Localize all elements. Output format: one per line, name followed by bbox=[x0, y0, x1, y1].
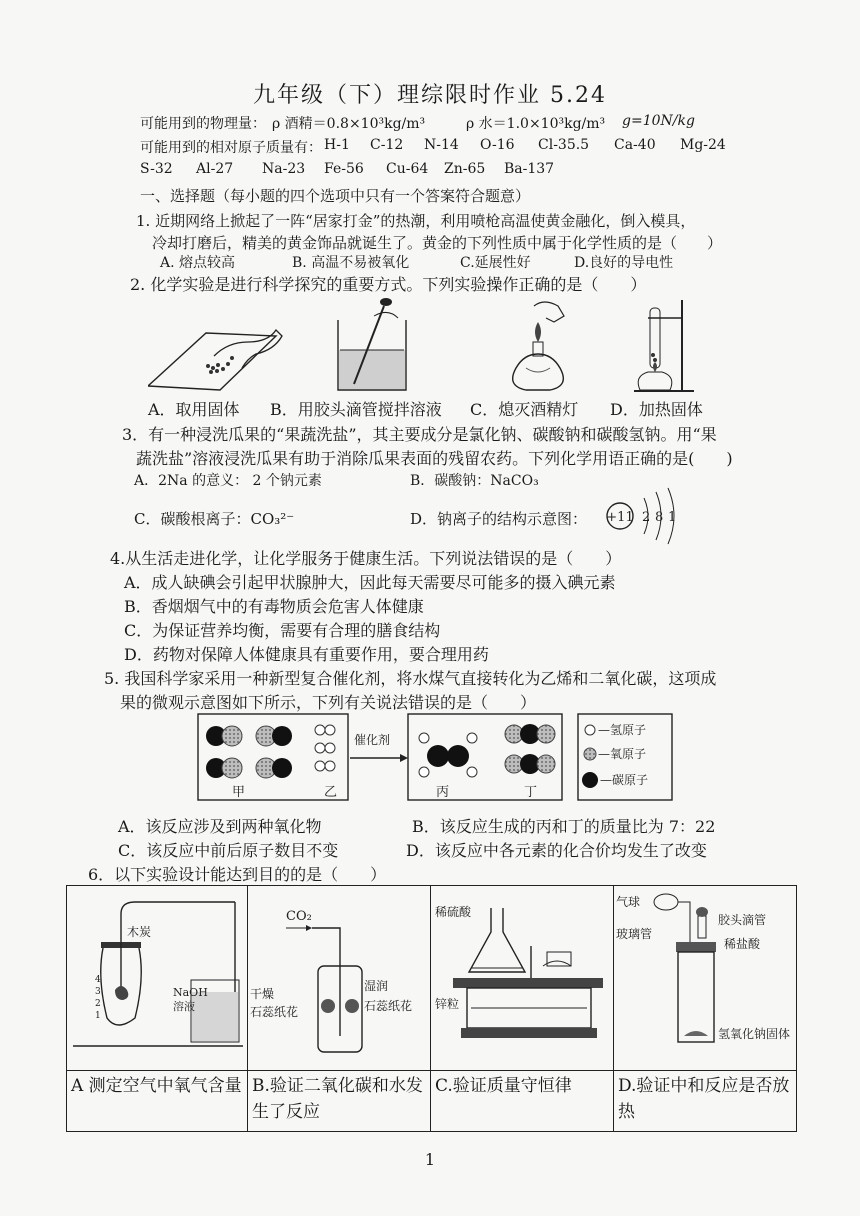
wet-paper-label: 石蕊纸花 bbox=[364, 999, 413, 1013]
q3-line2: 蔬洗盐”溶液浸洗瓜果有助于消除瓜果表面的残留农药。下列化学用语正确的是( ) bbox=[136, 449, 733, 468]
atomic-mass: Cu-64 bbox=[386, 161, 429, 177]
q4-option-a: A．成人缺碘会引起甲状腺肿大，因此每天需要尽可能多的摄入碘元素 bbox=[124, 573, 616, 592]
q6-figure-c bbox=[431, 886, 614, 1071]
acid-label: 稀硫酸 bbox=[435, 905, 472, 919]
section-heading: 一、选择题（每小题的四个选项中只有一个答案符合题意） bbox=[140, 187, 531, 205]
atomic-mass: Mg-24 bbox=[680, 137, 726, 153]
q6-figure-d bbox=[614, 886, 797, 1071]
q1-option-a: A. 熔点较高 bbox=[160, 255, 236, 271]
atomic-mass: Ba-137 bbox=[504, 161, 555, 177]
sodium-ion-diagram bbox=[600, 484, 690, 548]
dry-label: 干燥 bbox=[250, 987, 275, 1001]
q1-option-c: C.延展性好 bbox=[460, 255, 531, 271]
q3-option-d: D．钠离子的结构示意图： bbox=[410, 510, 588, 528]
q5-option-c: C．该反应中前后原子数目不变 bbox=[118, 841, 339, 860]
atomic-mass: H-1 bbox=[324, 137, 350, 153]
q3-option-c: C．碳酸根离子：CO₃²⁻ bbox=[134, 510, 295, 528]
fig-take-solid bbox=[148, 330, 282, 390]
zinc-label: 锌粒 bbox=[435, 997, 460, 1011]
atomic-mass: Ca-40 bbox=[614, 137, 656, 153]
q5-option-b: B．该反应生成的丙和丁的质量比为 7：22 bbox=[412, 817, 716, 836]
atomic-mass: C-12 bbox=[370, 137, 404, 153]
q5-option-d: D．该反应中各元素的化合价均发生了改变 bbox=[406, 841, 707, 860]
hcl-label: 稀盐酸 bbox=[724, 937, 761, 951]
dry-paper-label: 石蕊纸花 bbox=[250, 1005, 299, 1019]
legend-carbon: —碳原子 bbox=[600, 773, 649, 787]
shell-count: 2 bbox=[642, 510, 651, 525]
q5-line1: 5. 我国科学家采用一种新型复合催化剂，将水煤气直接转化为乙烯和二氧化碳，这项成 bbox=[104, 669, 717, 688]
charcoal-label: 木炭 bbox=[127, 925, 152, 939]
nucleus-label: +11 bbox=[606, 510, 634, 525]
q2-figures bbox=[148, 298, 708, 396]
g-value: g=10N/kg bbox=[622, 113, 695, 129]
fig-dropper-stir bbox=[338, 298, 406, 390]
atomic-mass: Cl-35.5 bbox=[538, 137, 590, 153]
solution-label: 溶液 bbox=[173, 1000, 195, 1013]
rho-oil: ρ 酒精＝0.8×10³kg/m³ bbox=[272, 116, 426, 132]
q6-caption-a: A 测定空气中氧气含量 bbox=[67, 1071, 248, 1132]
reaction-diagram bbox=[196, 712, 676, 804]
q6-figure-a bbox=[67, 886, 248, 1071]
q1-line1: 1. 近期网络上掀起了一阵“居家打金”的热潮，利用喷枪高温使黄金融化，倒入模具， bbox=[136, 212, 696, 230]
label-bing: 丙 bbox=[436, 785, 450, 800]
q4-option-d: D．药物对保障人体健康具有重要作用，要合理用药 bbox=[124, 645, 489, 664]
q3-line1: 3．有一种浸洗瓜果的“果蔬洗盐”，其主要成分是氯化钠、碳酸钠和碳酸氢钠。用“果 bbox=[122, 425, 717, 444]
balloon-label: 气球 bbox=[616, 895, 641, 909]
catalyst-label: 催化剂 bbox=[354, 733, 391, 747]
q4-stem: 4.从生活走进化学，让化学服务于健康生活。下列说法错误的是（ ） bbox=[110, 549, 622, 568]
q6-caption-b: B.验证二氧化碳和水发生了反应 bbox=[248, 1071, 431, 1132]
page-title: 九年级（下）理综限时作业 5.24 bbox=[253, 83, 607, 108]
q6-figure-b bbox=[248, 886, 431, 1071]
atomic-label: 可能用到的相对原子质量有： bbox=[140, 140, 322, 156]
atomic-mass: Na-23 bbox=[262, 161, 306, 177]
q2-caption-a: A．取用固体 bbox=[148, 400, 240, 419]
q2-caption-c: C．熄灭酒精灯 bbox=[470, 400, 579, 419]
rho-water: ρ 水＝1.0×10³kg/m³ bbox=[466, 116, 606, 132]
page-number: 1 bbox=[424, 1150, 436, 1169]
q6-table bbox=[66, 885, 797, 1132]
tick-label: 2 bbox=[95, 999, 101, 1009]
legend-hydrogen: —氢原子 bbox=[598, 723, 647, 737]
q6-caption-c: C.验证质量守恒律 bbox=[431, 1071, 614, 1132]
q5-line2: 果的微观示意图如下所示，下列有关说法错误的是（ ） bbox=[120, 693, 537, 712]
atomic-mass: Fe-56 bbox=[324, 161, 364, 177]
co2-label: CO₂ bbox=[286, 909, 312, 924]
q6-caption-d: D.验证中和反应是否放热 bbox=[614, 1071, 797, 1132]
q2-caption-d: D．加热固体 bbox=[610, 400, 703, 419]
tick-label: 1 bbox=[95, 1011, 101, 1021]
atomic-mass: Zn-65 bbox=[444, 161, 486, 177]
dropper-label: 胶头滴管 bbox=[718, 913, 767, 927]
atomic-mass: N-14 bbox=[424, 137, 459, 153]
shell-count: 1 bbox=[668, 510, 677, 525]
label-jia: 甲 bbox=[232, 785, 246, 800]
label-yi: 乙 bbox=[324, 785, 338, 800]
q1-option-d: D.良好的导电性 bbox=[574, 255, 674, 271]
tick-label: 4 bbox=[95, 975, 101, 985]
atomic-mass: O-16 bbox=[480, 137, 515, 153]
legend-oxygen: —氧原子 bbox=[598, 747, 647, 761]
q3-option-b: B．碳酸钠：NaCO₃ bbox=[410, 473, 539, 489]
wet-label: 湿润 bbox=[364, 979, 389, 993]
fig-heat-solid bbox=[634, 300, 694, 391]
q1-line2: 冷却打磨后，精美的黄金饰品就诞生了。黄金的下列性质中属于化学性质的是（ ） bbox=[152, 234, 723, 252]
atomic-mass: S-32 bbox=[140, 161, 173, 177]
q5-option-a: A．该反应涉及到两种氧化物 bbox=[118, 817, 322, 836]
q2-stem: 2. 化学实验是进行科学探究的重要方式。下列实验操作正确的是（ ） bbox=[130, 275, 647, 294]
q6-stem: 6．以下实验设计能达到目的的是（ ） bbox=[88, 865, 387, 884]
physics-label: 可能用到的物理量： bbox=[140, 116, 266, 132]
q1-option-b: B. 高温不易被氧化 bbox=[292, 255, 410, 271]
q4-option-b: B．香烟烟气中的有毒物质会危害人体健康 bbox=[124, 597, 424, 616]
q2-caption-b: B．用胶头滴管搅拌溶液 bbox=[270, 400, 442, 419]
label-ding: 丁 bbox=[524, 785, 538, 800]
tick-label: 3 bbox=[95, 987, 101, 997]
glass-tube-label: 玻璃管 bbox=[616, 927, 653, 941]
q3-option-a: A．2Na 的意义： 2 个钠元素 bbox=[134, 473, 322, 489]
atomic-mass: Al-27 bbox=[196, 161, 234, 177]
shell-count: 8 bbox=[655, 510, 664, 525]
naoh-label: NaOH bbox=[173, 986, 208, 999]
fig-extinguish-lamp bbox=[513, 302, 564, 390]
naoh-solid-label: 氢氧化钠固体 bbox=[718, 1027, 791, 1041]
q4-option-c: C．为保证营养均衡，需要有合理的膳食结构 bbox=[124, 621, 441, 640]
